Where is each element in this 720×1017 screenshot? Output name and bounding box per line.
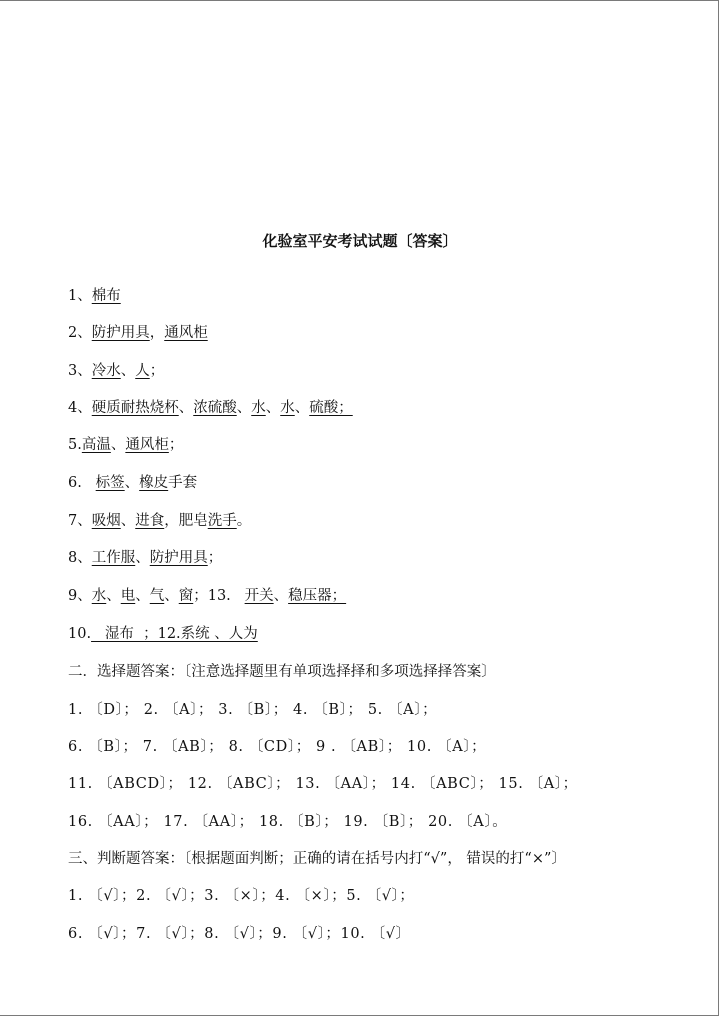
underlined-answer: 通风柜 [125,437,169,453]
answer-text: ，肥皂 [164,513,208,529]
document-title: 化验室平安考试试题〔答案〕 [262,232,458,250]
underlined-answer: 高温 [81,437,111,453]
answer-text: 7、 [68,513,92,529]
answer-text: 6. [68,475,96,491]
judge-answer-line: 1. 〔√〕；2. 〔√〕；3. 〔×〕；4. 〔×〕；5. 〔√〕； [68,888,415,904]
underlined-answer: 硫酸； [309,400,353,416]
underlined-answer: 工作服 [91,550,136,566]
fill-answer-line [68,398,353,418]
answer-text: 、 [236,400,252,416]
answer-text: 、 [106,588,121,604]
answer-text: 、 [265,400,281,416]
answer-text: 。 [236,513,252,529]
answer-text: 手套 [168,475,198,491]
answer-text: 9、 [68,588,92,604]
underlined-answer: 人 [135,363,150,379]
underlined-answer: 冷水 [91,363,121,379]
answer-text: 、 [124,475,140,491]
answer-text: 4、 [68,400,92,416]
underlined-answer: 吸烟 [91,513,121,529]
fill-answer-line [68,586,346,606]
fill-answer-line [68,286,121,306]
fill-answer-line [68,473,197,493]
underlined-answer: 水 [280,400,295,416]
underlined-answer: 湿布 ；12.系统 、人为 [91,626,258,642]
answer-text: 、 [120,363,136,379]
underlined-answer: 电 [120,588,136,604]
answer-text: 、 [135,550,150,566]
answer-text: 、 [135,588,150,604]
answer-text: 、 [294,400,310,416]
fill-answer-line [68,435,183,455]
choice-section-header: 二．选择题答案：〔注意选择题里有单项选择择和多项选择择答案〕 [68,664,496,680]
underlined-answer: 防护用具 [91,325,150,341]
choice-answer-line: 6. 〔B〕； 7. 〔AB〕； 8. 〔CD〕； 9 . 〔AB〕； 10. 〔A〕； [68,739,487,755]
answer-text: ； [149,363,165,379]
judge-section-header: 三、判断题答案：〔根据题面判断；正确的请在括号内打“√”， 错误的打“×”〕 [68,851,566,867]
answer-text: 3、 [68,363,92,379]
choice-answer-line: 1. 〔D〕； 2. 〔A〕； 3. 〔B〕； 4. 〔B〕； 5. 〔A〕； [68,702,438,718]
fill-answer-line [68,511,251,531]
fill-answer-line [68,323,208,343]
underlined-answer: 水 [251,400,266,416]
fill-answer-line [68,548,222,568]
underlined-answer: 硬质耐热烧杯 [91,400,179,416]
fill-answer-line [68,361,164,381]
answer-text: 、 [110,437,126,453]
choice-answer-line: 11. 〔ABCD〕； 12. 〔ABC〕； 13. 〔AA〕； 14. 〔ABC〕； 15. 〔A〕； [68,776,578,792]
answer-text: 10. [68,626,92,642]
underlined-answer: 气 [149,588,165,604]
underlined-answer: 棉布 [91,288,121,304]
fill-answer-line [68,624,258,644]
answer-text: 、 [178,400,194,416]
underlined-answer: 窗 [178,588,194,604]
underlined-answer: 防护用具 [149,550,208,566]
underlined-answer: 稳压器； [288,588,347,604]
underlined-answer: 开关 [244,588,274,604]
answer-text: 1、 [68,288,92,304]
underlined-answer: 橡皮 [139,475,169,491]
judge-answer-line: 6. 〔√〕；7. 〔√〕；8. 〔√〕；9. 〔√〕；10. 〔√〕 [68,926,411,942]
underlined-answer: 标签 [95,475,125,491]
answer-text: 、 [120,513,136,529]
answer-text: ； [207,550,223,566]
answer-text: ； [168,437,184,453]
underlined-answer: 水 [91,588,107,604]
answer-text: 8、 [68,550,92,566]
answer-text: 、 [273,588,289,604]
answer-text: 5. [68,437,82,453]
answer-text: 2、 [68,325,92,341]
underlined-answer: 进食 [135,513,165,529]
answer-text: ；13. [193,588,245,604]
underlined-answer: 通风柜 [164,325,208,341]
choice-answer-line: 16. 〔AA〕； 17. 〔AA〕； 18. 〔B〕； 19. 〔B〕； 20. 〔A〕。 [68,814,508,830]
answer-text: ， [149,325,165,341]
underlined-answer: 浓硫酸 [193,400,237,416]
underlined-answer: 洗手 [207,513,237,529]
answer-text: 、 [164,588,179,604]
